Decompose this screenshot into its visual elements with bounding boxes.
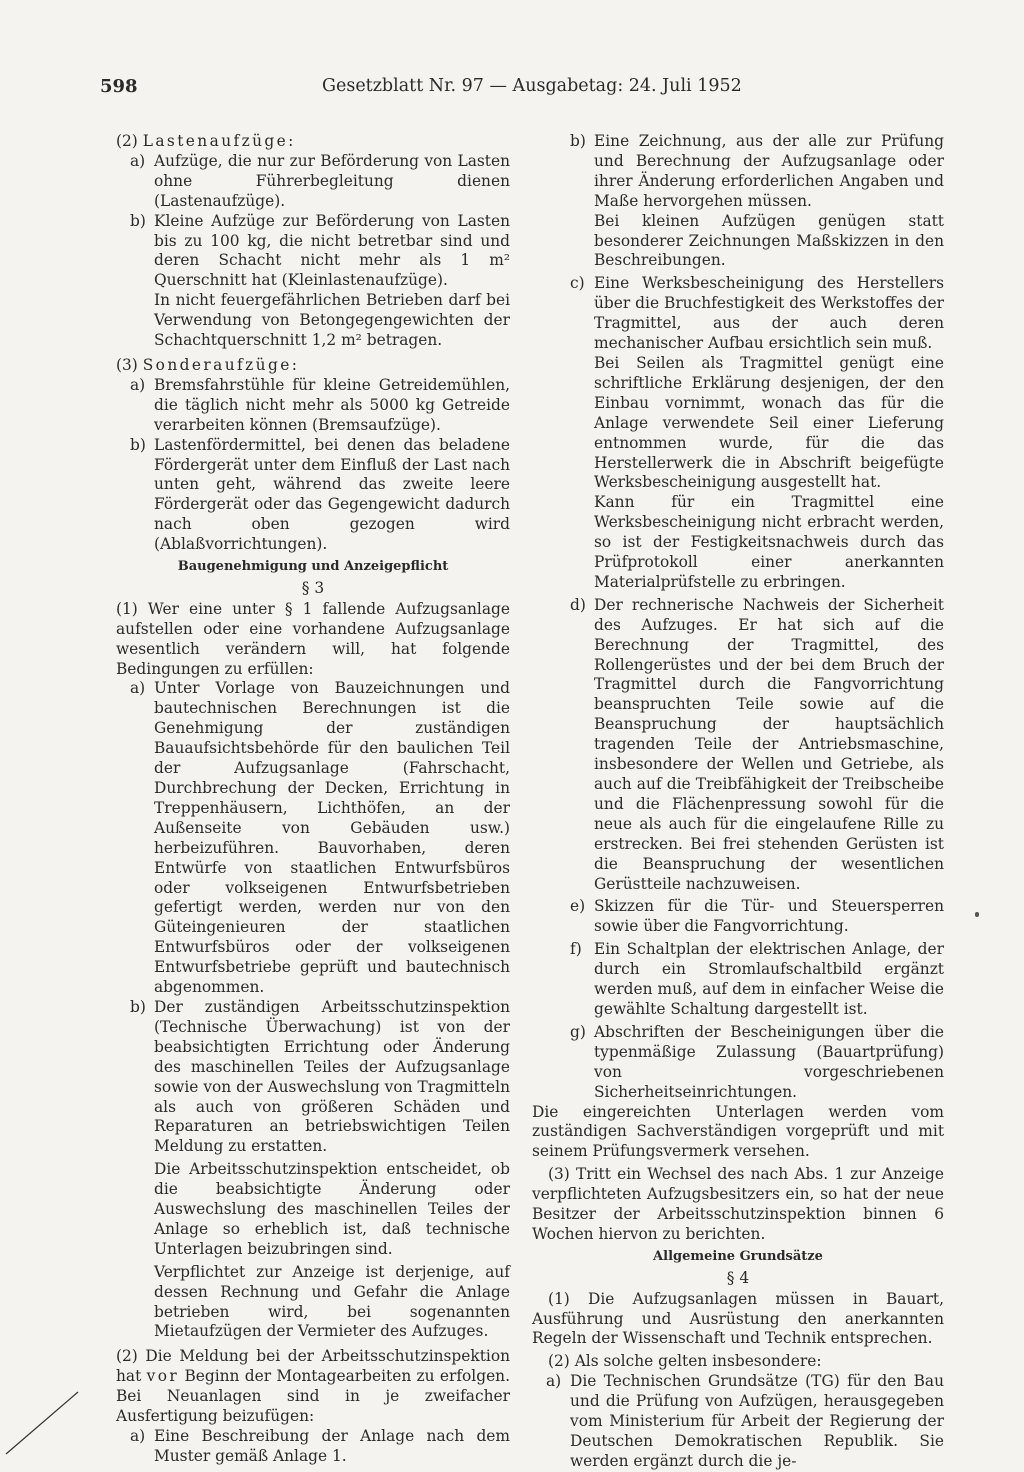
left-column [116, 132, 510, 1467]
ink-speck-icon [975, 912, 979, 917]
list-label: f) [570, 940, 582, 959]
paragraph-number: (2) [116, 132, 138, 150]
list-text: Kleine Aufzüge zur Beförderung von Lasten bis zu 100 kg, die nicht betretbar sind und deren Schacht nicht mehr als 1 m² Querschnitt hat (Kleinlastenaufzüge). [154, 211, 510, 290]
list-item [532, 940, 944, 1020]
list-text: Lastenfördermittel, bei denen das beladene Fördergerät unter dem Einfluß der Last nach unten geht, während das zweite leere Fördergerät oder das Gegengewicht dadurch nach oben gezogen wird (Ablaßvorrichtungen). [154, 435, 510, 554]
paragraph: (2) Als solche gelten insbesondere: [548, 1352, 822, 1371]
list-continuation: Bei kleinen Aufzügen genügen statt besonderer Zeichnungen Maßskizzen in den Beschreibungen. [594, 211, 944, 270]
list-item [532, 596, 944, 895]
paragraph-number: (3) [116, 355, 138, 374]
list-text: Der zuständigen Arbeitsschutzinspektion (Technische Überwachung) ist von der beabsichtigten Errichtung oder Änderung des maschinellen Teiles der Aufzugsanlage sowie von der Auswechslung von Tragmitteln als auch von größeren Schäden und Reparaturen an betriebswichtigen Teilen Meldung zu erstatten. [154, 997, 510, 1156]
list-item [532, 1372, 944, 1472]
running-head: Gesetzblatt Nr. 97 — Ausgabetag: 24. Juli 1952 [322, 76, 742, 96]
list-label: a) [546, 1372, 562, 1391]
list-item [116, 998, 510, 1157]
list-label: a) [130, 1427, 146, 1445]
list-label: a) [130, 679, 146, 698]
list-label: c) [570, 274, 585, 293]
list-item [116, 212, 510, 292]
list-text: Abschriften der Bescheinigungen über die typenmäßige Zulassung (Bauartprüfung) von vorgeschriebenen Sicherheitseinrichtungen. [594, 1022, 944, 1101]
list-text: Eine Zeichnung, aus der alle zur Prüfung und Berechnung der Aufzugsanlage oder ihrer Änderung erforderlichen Angaben und Maße hervorgehen müssen. [594, 132, 944, 210]
list-label: g) [570, 1022, 586, 1041]
page-number: 598 [100, 76, 138, 97]
section-number: § 4 [726, 1268, 750, 1287]
section-heading: Allgemeine Grundsätze [653, 1248, 823, 1264]
paragraph-text: Beginn der Montagearbeiten zu erfolgen. Bei Neuanlagen sind in je zweifacher Ausfertigung beizufügen: [116, 1367, 510, 1426]
list-text: Bremsfahrstühle für kleine Getreidemühlen, die täglich nicht mehr als 5000 kg Getreide verarbeiten können (Bremsaufzüge). [154, 375, 510, 434]
emphasis-text: vor [146, 1367, 180, 1386]
list-continuation: Verpflichtet zur Anzeige ist derjenige, auf dessen Rechnung und Gefahr die Anlage betrieben wird, bei sogenannten Mietaufzügen der Vermieter des Aufzuges. [154, 1262, 510, 1341]
list-text: Der rechnerische Nachweis der Sicherheit des Aufzuges. Er hat sich auf die Berechnung der Tragmittel, des Rollengerüstes und der bei dem Bruch der Tragmittel durch die Fangvorrichtung beanspruchten Teile sowie auf die Beanspruchung der hauptsächlich tragenden Teile der Antriebsmaschine, insbesondere der Wellen und Getriebe, als auch auf die Treibfähigkeit der Treibscheibe und die Flächenpressung sowohl für die neue als auch für die eingelaufene Rille zu erstrecken. Bei frei stehenden Gerüsten ist die Beanspruchung der wesentlichen Gerüstteile nachzuweisen. [594, 595, 944, 893]
right-column [532, 132, 944, 1472]
list-continuation: Die Arbeitsschutzinspektion entscheidet, ob die beabsichtigte Änderung oder Auswechslung des maschinellen Teiles der Anlage so erheblich ist, daß technische Unterlagen beizubringen sind. [154, 1160, 510, 1258]
pencil-mark-icon [0, 1390, 90, 1458]
list-item [116, 679, 510, 998]
paragraph-3-heading [116, 356, 510, 376]
section-heading: Baugenehmigung und Anzeigepflicht [177, 559, 449, 575]
list-text: Eine Beschreibung der Anlage nach dem Muster gemäß Anlage 1. [154, 1427, 510, 1465]
paragraph [116, 1347, 510, 1427]
paragraph: (3) Tritt ein Wechsel des nach Abs. 1 zur Anzeige verpflichteten Aufzugsbesitzers ein, so hat der neue Besitzer der Arbeitsschutzinspektion binnen 6 Wochen hiervon zu berichten. [532, 1165, 944, 1243]
paragraph: (1) Wer eine unter § 1 fallende Aufzugsanlage aufstellen oder eine vorhandene Aufzugsanlage wesentlich verändern will, hat folgende Bedingungen zu erfüllen: [116, 599, 510, 678]
list-item [532, 274, 944, 354]
list-label: b) [130, 997, 146, 1016]
page-header [100, 76, 742, 106]
paragraph-title: Sonderaufzüge: [142, 355, 300, 374]
list-item [116, 436, 510, 555]
list-item [532, 1023, 944, 1103]
list-label: a) [130, 375, 146, 394]
paragraph-text: (2) Die Meldung bei der Arbeitsschutzinspektion hat [116, 1347, 510, 1386]
section-number: § 3 [301, 578, 325, 597]
list-item [116, 152, 510, 212]
list-item [116, 376, 510, 436]
list-text: Eine Werksbescheinigung des Herstellers über die Bruchfestigkeit des Werkstoffes der Tragmittel, aus der auch deren mechanischer Aufbau ersichtlich sein muß. [594, 274, 944, 353]
list-label: a) [130, 151, 146, 170]
list-text: Aufzüge, die nur zur Beförderung von Lasten ohne Führerbegleitung dienen (Lastenaufzüge). [154, 151, 510, 210]
list-item [532, 897, 944, 937]
list-label: b) [130, 435, 146, 454]
paragraph-2-heading [116, 132, 510, 152]
list-continuation: Bei Seilen als Tragmittel genügt eine schriftliche Erklärung desjenigen, der den Einbau vornimmt, wonach das für die Anlage verwendete Seil einer Lieferung entnommen wurde, für die das Herstellerwerk die in Abschrift beigefügte Werksbescheinigung ausgestellt hat. [594, 353, 944, 492]
paragraph: (1) Die Aufzugsanlagen müssen in Bauart, Ausführung und Ausrüstung den anerkannten Regeln der Wissenschaft und Technik entsprechen. [532, 1289, 944, 1348]
list-text: Ein Schaltplan der elektrischen Anlage, der durch ein Stromlaufschaltbild ergänzt werden muß, auf dem in einfacher Weise die gewählte Schaltung dargestellt ist. [594, 940, 944, 1018]
paragraph-title: Lastenaufzüge: [142, 132, 296, 150]
list-text: Unter Vorlage von Bauzeichnungen und bautechnischen Berechnungen ist die Genehmigung der zuständigen Bauaufsichtsbehörde für den baulichen Teil der Aufzugsanlage (Fahrschacht, Durchbrechung der Decken, Errichtung in Treppenhäusern, Lichthöfen, an der Außenseite von Gebäuden usw.) herbeizuführen. Bauvorhaben, deren Entwürfe von staatlichen Entwurfsbüros oder volkseigenen Entwurfsbetrieben gefertigt werden, werden nur von den Güteingenieuren der staatlichen Entwurfsbüros oder der volkseigenen Entwurfsbetriebe geprüft und bautechnisch abgenommen. [154, 679, 510, 997]
list-item [116, 1427, 510, 1467]
list-continuation: In nicht feuergefährlichen Betrieben darf bei Verwendung von Betongegengewichten der Schachtquerschnitt 1,2 m² betragen. [154, 291, 510, 350]
list-continuation: Kann für ein Tragmittel eine Werksbescheinigung nicht erbracht werden, so ist der Festigkeitsnachweis durch das Prüfprotokoll einer anerkannten Materialprüfstelle zu erbringen. [594, 493, 944, 591]
list-text: Die Technischen Grundsätze (TG) für den Bau und die Prüfung von Aufzügen, herausgegeben vom Ministerium für Arbeit der Regierung der Deutschen Demokratischen Republik. Sie werden ergänzt durch die je- [570, 1372, 944, 1470]
list-label: b) [570, 132, 586, 150]
list-item [532, 132, 944, 212]
list-label: d) [570, 595, 586, 614]
paragraph: Die eingereichten Unterlagen werden vom zuständigen Sachverständigen vorgeprüft und mit seinem Prüfungsvermerk versehen. [532, 1102, 944, 1161]
list-label: b) [130, 211, 146, 230]
list-label: e) [570, 897, 586, 916]
list-text: Skizzen für die Tür- und Steuersperren sowie über die Fangvorrichtung. [594, 897, 944, 936]
